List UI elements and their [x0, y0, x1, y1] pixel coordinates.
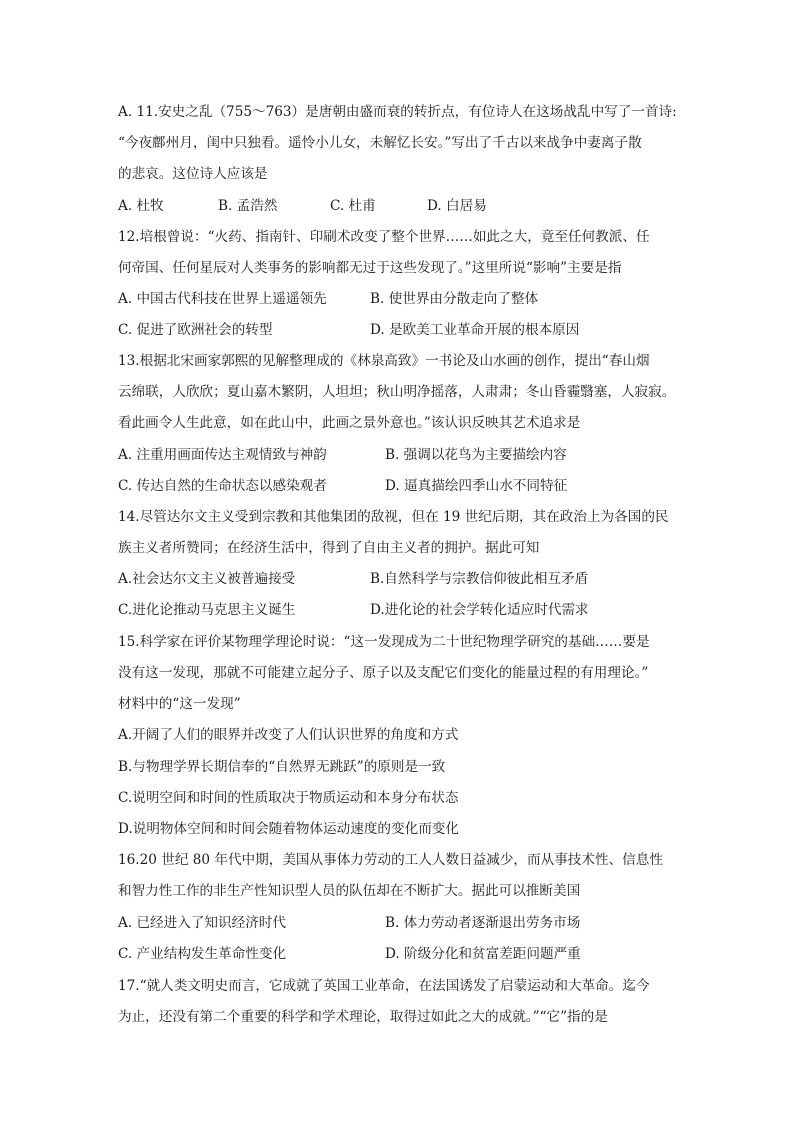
q14-option-d: D.进化论的社会学转化适应时代需求 — [370, 602, 589, 618]
q12-option-b: B. 使世界由分散走向了整体 — [370, 291, 539, 307]
q11-option-d: D. 白居易 — [427, 198, 487, 214]
q13-line-3: 看此画令人生此意，如在此山中，此画之景外意也。”该认识反映其艺术追求是 — [118, 415, 581, 431]
q16-line-2: 和智力性工作的非生产性知识型人员的队伍却在不断扩大。据此可以推断美国 — [118, 883, 581, 899]
q13-option-b: B. 强调以花鸟为主要描绘内容 — [385, 447, 567, 463]
q12-line-2: 何帝国、任何星辰对人类事务的影响都无过于这些发现了。”这里所说“影响”主要是指 — [118, 260, 622, 276]
q13-option-c: C. 传达自然的生命状态以感染观者 — [118, 478, 327, 494]
q16-option-d: D. 阶级分化和贫富差距问题严重 — [385, 946, 581, 962]
q11-option-a: A. 杜牧 — [118, 198, 164, 214]
q11-line-3: 的悲哀。这位诗人应该是 — [118, 166, 268, 182]
q16-option-b: B. 体力劳动者逐渐退出劳务市场 — [385, 915, 581, 931]
q12-line-1: 12.培根曾说：“火药、指南针、印刷术改变了整个世界……如此之大，竟至任何教派、任 — [118, 229, 650, 245]
q16-line-1: 16.20 世纪 80 年代中期，美国从事体力劳动的工人人数日益减少，而从事技术性、信息性 — [118, 852, 663, 868]
q13-line-2: 云绵联，人欣欣；夏山嘉木繁阴，人坦坦；秋山明净摇落，人肃肃；冬山昏霾翳塞，人寂寂。 — [118, 384, 676, 400]
q16-option-c: C. 产业结构发生革命性变化 — [118, 946, 287, 962]
q15-option-b: B.与物理学界长期信奉的“自然界无跳跃”的原则是一致 — [118, 759, 446, 775]
q12-option-a: A. 中国古代科技在世界上遥遥领先 — [118, 291, 327, 307]
q14-line-2: 族主义者所赞同；在经济生活中，得到了自由主义者的拥护。据此可知 — [118, 540, 540, 556]
q13-option-a: A. 注重用画面传达主观情致与神韵 — [118, 447, 327, 463]
q15-option-d: D.说明物体空间和时间会随着物体运动速度的变化而变化 — [118, 821, 459, 837]
q14-option-c: C.进化论推动马克思主义诞生 — [118, 602, 296, 618]
q14-option-a: A.社会达尔文主义被普遍接受 — [118, 571, 296, 587]
q13-option-d: D. 逼真描绘四季山水不同特征 — [385, 478, 568, 494]
q15-option-c: C.说明空间和时间的性质取决于物质运动和本身分布状态 — [118, 790, 459, 806]
q12-option-c: C. 促进了欧洲社会的转型 — [118, 322, 273, 338]
q17-line-1: 17.“就人类文明史而言，它成就了英国工业革命，在法国诱发了启蒙运动和大革命。迄今 — [118, 978, 650, 994]
q14-option-b: B.自然科学与宗教信仰彼此相互矛盾 — [370, 571, 589, 587]
q15-line-1: 15.科学家在评价某物理学理论时说：“这一发现成为二十世纪物理学研究的基础……要是 — [118, 634, 650, 650]
q11-option-c: C. 杜甫 — [330, 198, 376, 214]
q13-line-1: 13.根据北宋画家郭熙的见解整理成的《林泉高致》一书论及山水画的创作，提出“春山烟 — [118, 353, 650, 369]
q14-line-1: 14.尽管达尔文主义受到宗教和其他集团的敌视，但在 19 世纪后期，其在政治上为各国的民 — [118, 509, 669, 525]
q12-option-d: D. 是欧美工业革命开展的根本原因 — [370, 322, 580, 338]
q16-option-a: A. 已经进入了知识经济时代 — [118, 915, 286, 931]
q11-option-b: B. 孟浩然 — [218, 198, 278, 214]
q11-line-2: “今夜鄜州月，闺中只独看。遥怜小儿女，未解忆长安。”写出了千古以来战争中妻离子散 — [118, 135, 642, 151]
q15-line-2: 没有这一发现，那就不可能建立起分子、原子以及支配它们变化的能量过程的有用理论。” — [118, 665, 649, 681]
q11-line-1: A. 11.安史之乱（755～763）是唐朝由盛而衰的转折点，有位诗人在这场战乱中写了一首诗: — [118, 104, 677, 120]
q15-line-3: 材料中的“这一发现” — [118, 696, 241, 712]
q17-line-2: 为止，还没有第二个重要的科学和学术理论，取得过如此之大的成就。”“它”指的是 — [118, 1009, 608, 1025]
q15-option-a: A.开阔了人们的眼界并改变了人们认识世界的角度和方式 — [118, 727, 459, 743]
